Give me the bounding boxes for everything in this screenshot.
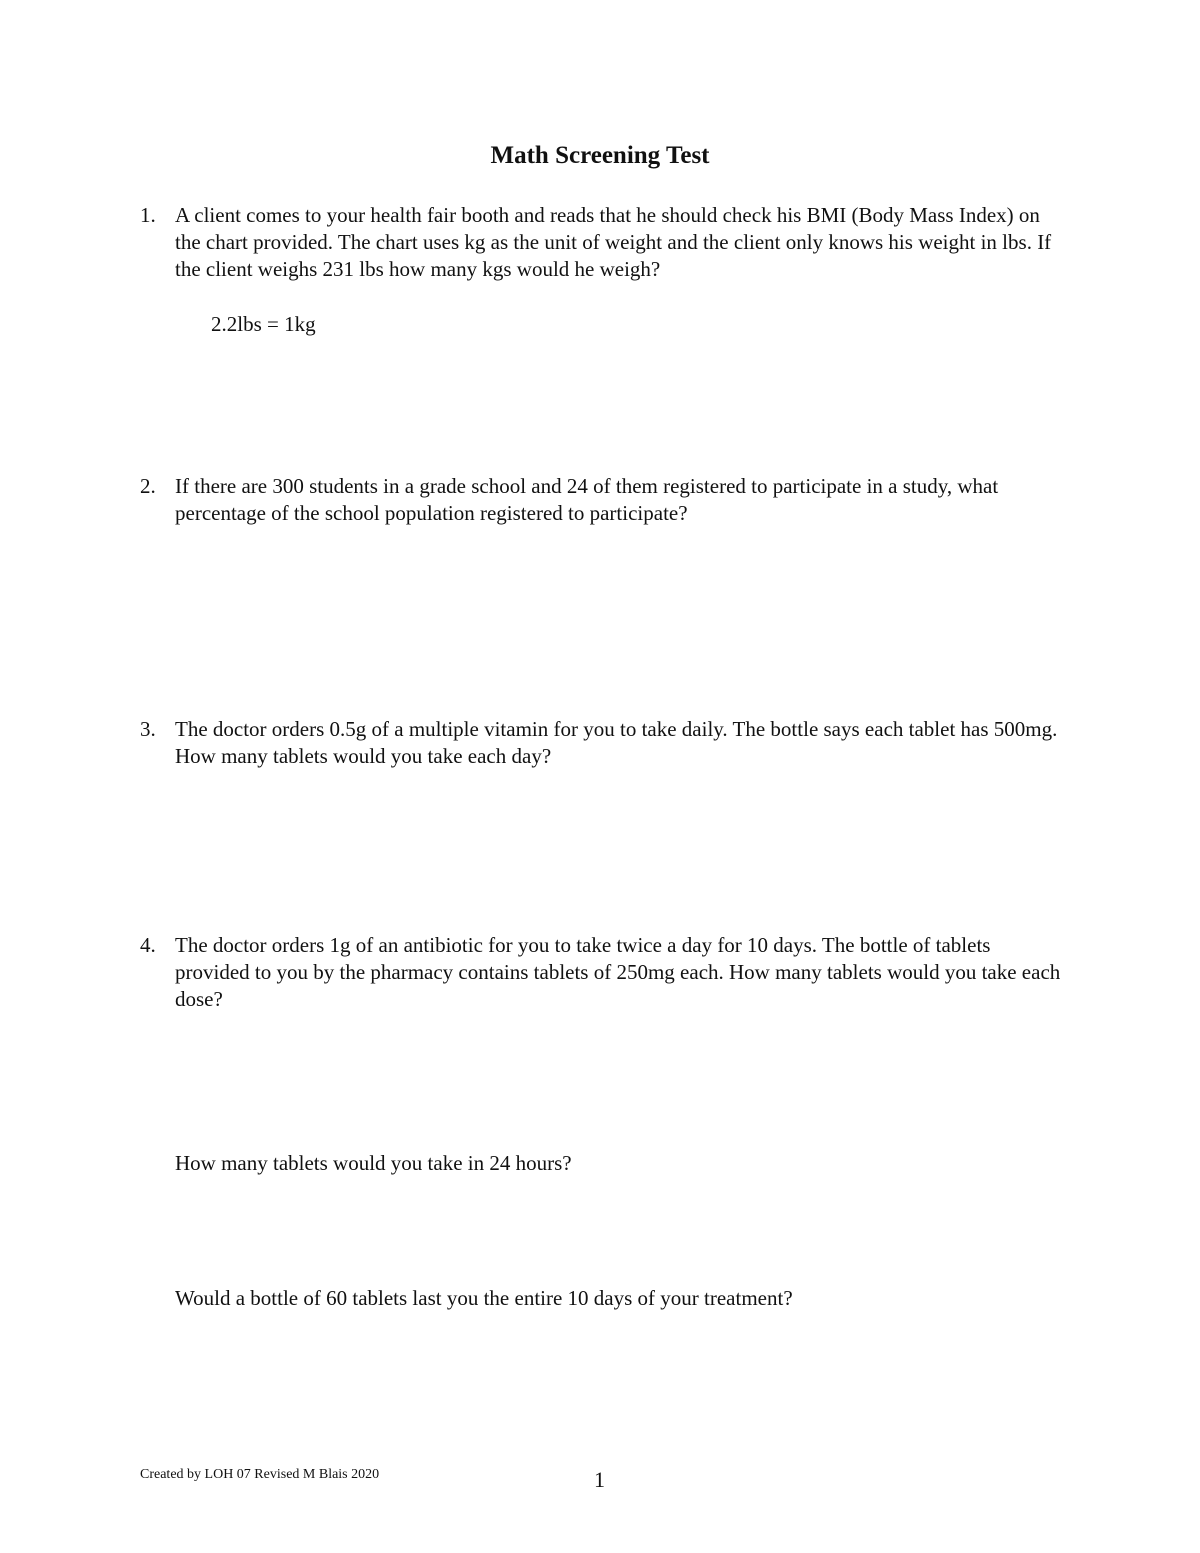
question-number: 4. <box>140 933 156 957</box>
question-4-followup-1: How many tablets would you take in 24 hours? <box>175 1151 572 1175</box>
conversion-formula: 2.2lbs = 1kg <box>211 312 316 336</box>
page-title: Math Screening Test <box>490 142 710 169</box>
question-number: 2. <box>140 474 156 498</box>
page-number: 1 <box>594 1467 605 1492</box>
question-4-followup-2: Would a bottle of 60 tablets last you the entire 10 days of your treatment? <box>175 1286 793 1310</box>
question-text: A client comes to your health fair booth and reads that he should check his BMI (Body Mass Index) on the chart provided. The chart uses kg as the unit of weight and the client only knows his weight in lbs. If the client weighs 231 lbs how many kgs would he weigh? <box>175 203 1052 281</box>
question-text: The doctor orders 1g of an antibiotic for you to take twice a day for 10 days. The bottle of tablets provided to you by the pharmacy contains tablets of 250mg each. How many tablets would you take each dose? <box>175 933 1061 1011</box>
question-text: If there are 300 students in a grade school and 24 of them registered to participate in a study, what percentage of the school population registered to participate? <box>175 474 999 525</box>
question-number: 1. <box>140 203 156 227</box>
question-1 <box>140 202 1070 283</box>
question-2 <box>140 473 1070 527</box>
question-number: 3. <box>140 717 156 741</box>
question-text: The doctor orders 0.5g of a multiple vitamin for you to take daily. The bottle says each tablet has 500mg. How many tablets would you take each day? <box>175 717 1058 768</box>
footer-credit: Created by LOH 07 Revised M Blais 2020 <box>140 1467 380 1482</box>
question-3 <box>140 716 1070 770</box>
question-4 <box>140 932 1070 1013</box>
